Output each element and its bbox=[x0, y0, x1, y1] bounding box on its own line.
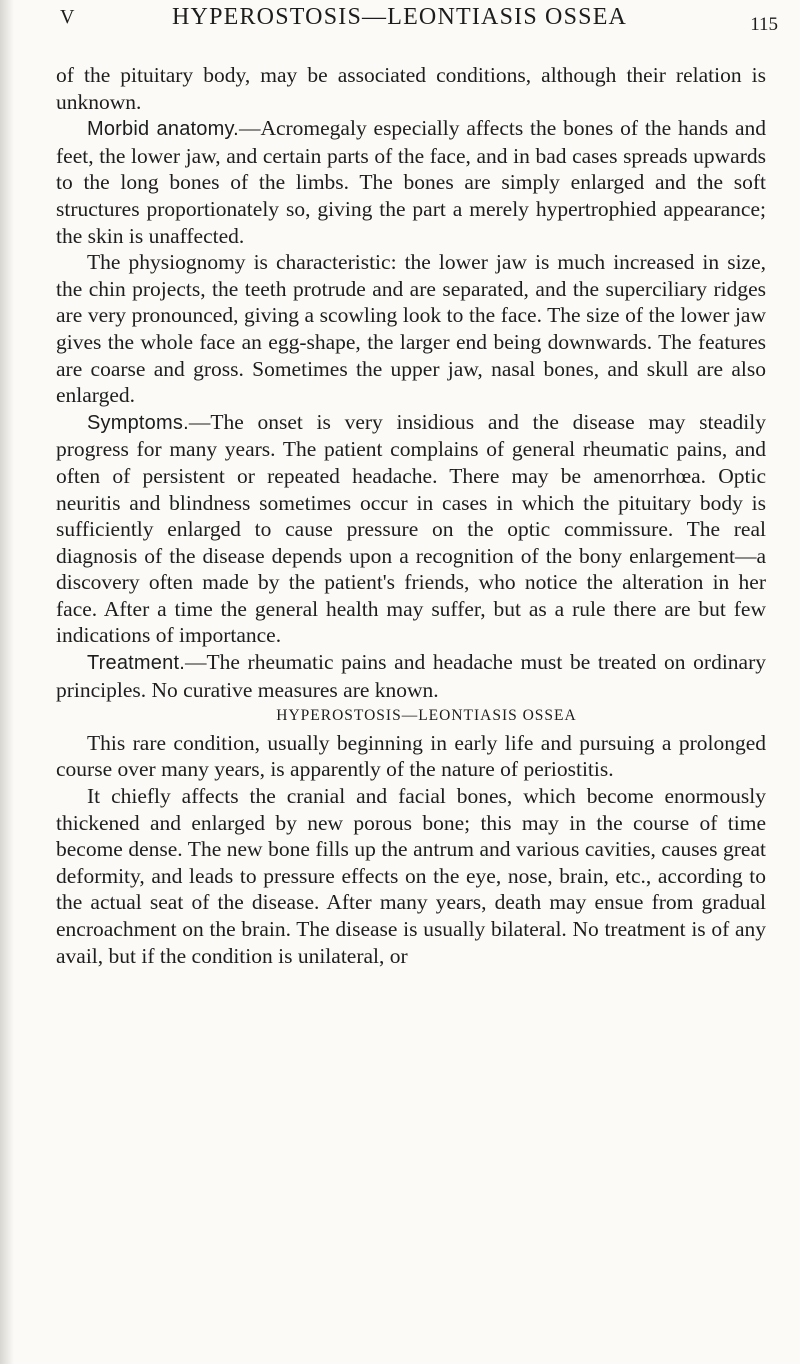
page-number: 115 bbox=[750, 14, 778, 35]
run-in-heading-symptoms: Symptoms. bbox=[87, 411, 189, 434]
run-in-heading-morbid-anatomy: Morbid anatomy. bbox=[87, 118, 239, 141]
paragraph-morbid-anatomy bbox=[56, 115, 766, 249]
paragraph-text: —The onset is very insidious and the disease may steadily progress for many years. The patient complains of general rheumatic pains, and often of persistent or repeated headache. There may be amenorrhœa. Optic neuritis and blindness sometimes occur in cases in which the pituitary body is sufficiently enlarged to cause pressure on the optic commissure. The real diagnosis of the disease depends upon a recognition of the bony enlargement—a discovery often made by the patient's friends, who notice the alteration in her face. After a time the general health may suffer, but as a rule there are but few indications of importance. bbox=[56, 409, 766, 648]
paragraph-text: —Acromegaly especially affects the bones of the hands and feet, the lower jaw, and certain parts of the face, and in bad cases spreads upwards to the long bones of the limbs. The bones are simply enlarged and the soft structures proportionately so, giving the part a merely hypertrophied appearance; the skin is unaffected. bbox=[56, 116, 766, 248]
section-heading: HYPEROSTOSIS—LEONTIASIS OSSEA bbox=[276, 707, 577, 725]
running-head bbox=[60, 4, 778, 44]
paragraph-symptoms bbox=[56, 409, 766, 649]
paragraph-intro: This rare condition, usually beginning in early life and pursuing a prolonged course over many years, is apparently of the nature of periostitis. bbox=[56, 730, 766, 782]
paragraph-description: It chiefly affects the cranial and facial bones, which become enormously thickened and enlarged by new porous bone; this may in the course of time become dense. The new bone fills up the antrum and various cavities, causes great deformity, and leads to pressure effects on the eye, nose, brain, etc., according to the actual seat of the disease. After many years, death may ensue from gradual encroachment on the brain. The disease is usually bilateral. No treatment is of any avail, but if the condition is unilateral, or bbox=[56, 784, 766, 968]
run-in-heading-treatment: Treatment. bbox=[87, 652, 185, 675]
page-gutter-shadow bbox=[0, 0, 14, 1364]
chapter-number: V bbox=[60, 6, 76, 28]
paragraph-continuation: of the pituitary body, may be associated conditions, although their relation is unknown. bbox=[56, 63, 766, 114]
paragraph-text: —The rheumatic pains and headache must be treated on ordinary principles. No curative measures are known. bbox=[56, 650, 766, 702]
body-text bbox=[56, 62, 766, 969]
running-head-title: HYPEROSTOSIS—LEONTIASIS OSSEA bbox=[172, 4, 628, 30]
paragraph-physiognomy: The physiognomy is characteristic: the lower jaw is much increased in size, the chin projects, the teeth protrude and are separated, and the superciliary ridges are very pronounced, giving a scowling look to the face. The size of the lower jaw gives the whole face an egg-shape, the larger end being downwards. The features are coarse and gross. Sometimes the upper jaw, nasal bones, and skull are also enlarged. bbox=[56, 250, 766, 408]
paragraph-treatment bbox=[56, 649, 766, 703]
